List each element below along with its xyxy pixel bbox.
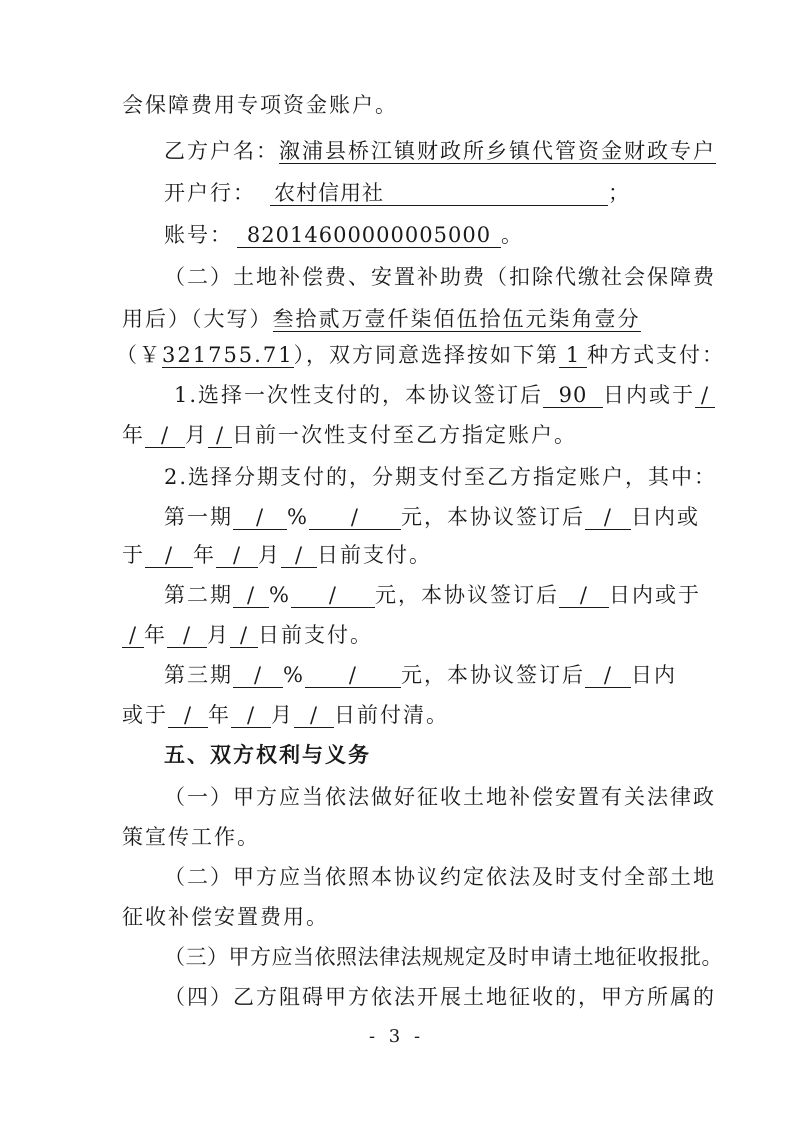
month-blank: / bbox=[231, 703, 271, 728]
payee-name-value: 溆浦县桥江镇财政所乡镇代管资金财政专户 bbox=[279, 139, 716, 163]
account-value: 82014600000005000 bbox=[237, 223, 501, 248]
year-label: 年 bbox=[144, 623, 167, 647]
bank-label: 开户行： bbox=[164, 181, 256, 205]
payee-name-line bbox=[164, 136, 716, 166]
installment-days: / bbox=[585, 505, 631, 530]
line-text: 会保障费用专项资金账户。 bbox=[122, 93, 398, 117]
payee-name-label: 乙方户名： bbox=[164, 139, 279, 163]
percent-sign: % bbox=[269, 583, 291, 607]
month-label: 月 bbox=[185, 423, 208, 447]
clause-2-line-1 bbox=[164, 262, 716, 292]
installment-1-line-2 bbox=[122, 540, 432, 570]
installment-text: 元，本协议签订后 bbox=[400, 663, 585, 687]
amount-in-figures: 321755.71 bbox=[162, 343, 294, 367]
installment-days: / bbox=[585, 663, 631, 688]
day-blank: / bbox=[294, 703, 334, 728]
day-blank: / bbox=[208, 423, 232, 448]
month-label: 月 bbox=[258, 543, 281, 567]
installment-3-line-1 bbox=[164, 660, 677, 690]
day-blank: / bbox=[281, 543, 317, 568]
rights-2-line-1 bbox=[164, 862, 716, 892]
clause-2-line-3 bbox=[116, 340, 725, 370]
year-blank: / bbox=[122, 623, 144, 648]
installment-2-line-2 bbox=[122, 620, 373, 650]
line-text: 征收补偿安置费用。 bbox=[122, 905, 329, 929]
installment-percent: / bbox=[233, 663, 283, 688]
installment-suffix: 日前支付。 bbox=[317, 543, 432, 567]
installment-1-line-1 bbox=[164, 502, 700, 532]
option-2-intro bbox=[164, 462, 717, 492]
option-1-line-2 bbox=[122, 420, 577, 450]
account-label: 账号： bbox=[164, 223, 233, 247]
installment-3-line-2 bbox=[122, 700, 449, 730]
installment-label: 第一期 bbox=[164, 505, 233, 529]
month-blank: / bbox=[216, 543, 258, 568]
option-1-days: 90 bbox=[543, 383, 603, 408]
installment-suffix: 日内或 bbox=[630, 505, 700, 529]
option-1-text-2: 日内或于 bbox=[603, 383, 696, 407]
option-1-line-1 bbox=[174, 380, 715, 410]
year-label: 年 bbox=[122, 423, 145, 447]
amount-prefix: （￥ bbox=[116, 343, 162, 367]
installment-text: 元，本协议签订后 bbox=[400, 505, 585, 529]
line-text: （二）甲方应当依照本协议约定依法及时支付全部土地 bbox=[164, 865, 716, 889]
installment-suffix: 日内 bbox=[630, 663, 677, 687]
month-blank: / bbox=[145, 423, 185, 448]
line-text: （四）乙方阻碍甲方依法开展土地征收的，甲方所属的 bbox=[164, 985, 716, 1009]
installment-label: 第三期 bbox=[164, 663, 233, 687]
bank-value-field bbox=[270, 181, 608, 206]
day-blank: / bbox=[230, 623, 258, 648]
rights-2-line-2 bbox=[122, 902, 329, 932]
text-line-1 bbox=[122, 90, 398, 120]
option-1-year-blank: / bbox=[695, 383, 715, 408]
account-line bbox=[164, 220, 524, 250]
installment-percent: / bbox=[233, 583, 269, 608]
line-text: （二）土地补偿费、安置补助费（扣除代缴社会保障费 bbox=[164, 265, 716, 289]
account-punct: 。 bbox=[501, 223, 524, 247]
amount-label: 用后）（大写） bbox=[122, 307, 273, 331]
payment-method-choice: 1 bbox=[559, 343, 587, 368]
line-text: 2.选择分期支付的，分期支付至乙方指定账户，其中： bbox=[164, 465, 718, 489]
page-number: - 3 - bbox=[368, 1026, 425, 1047]
amount-in-words: 叁拾贰万壹仟柒佰伍拾伍元柒角壹分 bbox=[272, 307, 641, 331]
month-label: 月 bbox=[207, 623, 230, 647]
percent-sign: % bbox=[283, 663, 305, 687]
year-label: 年 bbox=[193, 543, 216, 567]
year-label: 年 bbox=[208, 703, 231, 727]
installment-amount: / bbox=[291, 583, 375, 608]
line-text: （一）甲方应当依法做好征收土地补偿安置有关法律政 bbox=[164, 785, 716, 809]
bank-line bbox=[164, 178, 631, 208]
choice-text: ），双方同意选择按如下第 bbox=[293, 343, 560, 367]
installment-percent: / bbox=[233, 505, 287, 530]
installment-suffix: 日前付清。 bbox=[334, 703, 449, 727]
rights-3-line bbox=[164, 942, 723, 972]
installment-amount: / bbox=[305, 663, 401, 688]
choice-suffix: 种方式支付： bbox=[587, 343, 726, 367]
year-blank: / bbox=[145, 543, 193, 568]
installment-suffix: 日内或于 bbox=[608, 583, 701, 607]
clause-2-line-2 bbox=[122, 304, 641, 334]
rights-4-line bbox=[164, 982, 716, 1012]
line-text: （三）甲方应当依照法律法规规定及时申请土地征收报批。 bbox=[164, 945, 723, 969]
month-blank: / bbox=[167, 623, 207, 648]
installment-suffix: 日前支付。 bbox=[258, 623, 373, 647]
rights-1-line-2 bbox=[122, 822, 260, 852]
option-1-text: 1.选择一次性支付的，本协议签订后 bbox=[174, 383, 544, 407]
installment-2-line-1 bbox=[164, 580, 701, 610]
installment-amount: / bbox=[309, 505, 401, 530]
installment-text: 元，本协议签订后 bbox=[374, 583, 559, 607]
year-blank: / bbox=[168, 703, 208, 728]
section-5-heading bbox=[164, 740, 371, 770]
rights-1-line-1 bbox=[164, 782, 716, 812]
percent-sign: % bbox=[287, 505, 309, 529]
option-1-suffix: 日前一次性支付至乙方指定账户。 bbox=[232, 423, 577, 447]
section-heading-text: 五、双方权利与义务 bbox=[164, 742, 371, 767]
installment-text: 于 bbox=[122, 543, 145, 567]
bank-punct: ； bbox=[608, 181, 631, 205]
month-label: 月 bbox=[271, 703, 294, 727]
installment-days: / bbox=[559, 583, 609, 608]
bank-value: 农村信用社 bbox=[274, 181, 384, 205]
installment-label: 第二期 bbox=[164, 583, 233, 607]
line-text: 策宣传工作。 bbox=[122, 825, 260, 849]
installment-text: 或于 bbox=[122, 703, 168, 727]
